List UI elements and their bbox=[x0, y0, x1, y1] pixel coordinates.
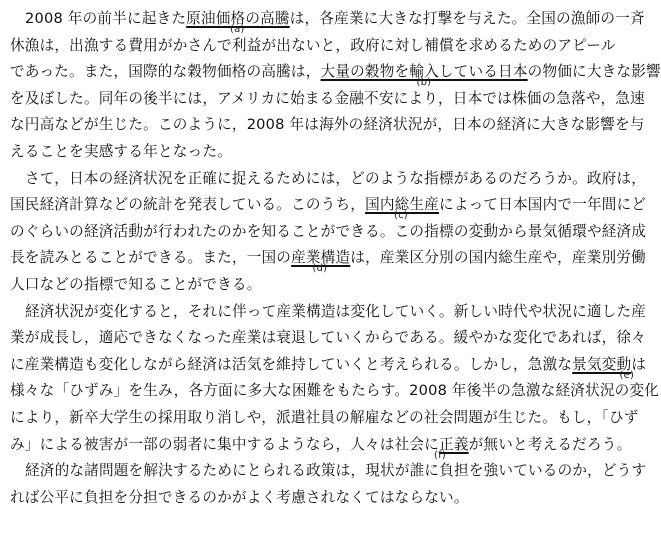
text-line bbox=[10, 378, 660, 405]
text-line bbox=[10, 272, 632, 299]
text-segment: 業が成長し，適応できなくなった産業は衰退していくからである。緩やかな変化であれば，徐々 bbox=[10, 329, 646, 347]
paragraph bbox=[10, 166, 647, 299]
text-line bbox=[10, 245, 646, 275]
text-segment: 様々な「ひずみ」を生み，各方面に多大な困難をもたらす。2008 年後半の急激な経済状況の変化 bbox=[10, 382, 660, 400]
text-line bbox=[10, 166, 647, 193]
text-segment: さて，日本の経済状況を正確に捉えるためには，どのような指標があるのだろうか。政府は， bbox=[25, 169, 647, 187]
text-segment: 経済状況が変化すると，それに伴って産業構造は変化していく。新しい時代や状況に適した産 bbox=[25, 302, 647, 320]
text-segment: のぐらいの経済活動が行われたのかを知ることができる。この指標の変動から景気循環や経済成 bbox=[10, 222, 647, 240]
text-line bbox=[10, 59, 661, 89]
text-line bbox=[10, 6, 645, 35]
text-line bbox=[10, 219, 647, 246]
underlined-term: 景気変動 bbox=[572, 355, 632, 373]
text-line bbox=[10, 432, 632, 459]
text-segment: によって日本国内で一年間にど bbox=[439, 196, 647, 214]
text-line bbox=[10, 192, 647, 222]
text-segment: が無いと考えるだろう。 bbox=[468, 435, 632, 453]
paragraph bbox=[10, 299, 660, 461]
text-segment: を及ぼした。同年の後半には，アメリカに始まる金融不安により，日本では株価の急落や，急速 bbox=[10, 89, 645, 107]
text-segment: であった。また，国際的な穀物価格の高騰は， bbox=[10, 63, 321, 81]
reference-marker: (f) bbox=[434, 449, 446, 461]
text-segment: えることを実感する年となった。 bbox=[10, 142, 232, 160]
reference-marker: (e) bbox=[619, 369, 635, 381]
underlined-term: 産業構造 bbox=[291, 249, 351, 267]
reference-marker: (a) bbox=[230, 24, 245, 35]
underlined-term: 大量の穀物を輸入している日本 bbox=[320, 63, 528, 81]
text-line bbox=[10, 299, 647, 326]
text-segment: 国民経済計算などの統計を発表している。このうち， bbox=[10, 196, 366, 214]
text-line bbox=[10, 33, 632, 60]
text-segment: に産業構造も変化しながら経済は活気を維持していくと考えられる。しかし，急激な bbox=[10, 355, 573, 373]
text-segment: れば公平に負担を分担できるのかがよく考慮されなくてはならない。 bbox=[10, 488, 469, 506]
text-line bbox=[10, 86, 645, 113]
text-segment: は，産業区分別の国内総生産や，産業別労働 bbox=[350, 249, 646, 267]
text-line bbox=[10, 352, 647, 381]
text-line bbox=[10, 325, 646, 352]
text-segment: 2008 年の前半に起きた bbox=[25, 10, 187, 27]
text-segment: 人口などの指標で知ることができる。 bbox=[10, 275, 262, 293]
text-segment: 経済的な諸問題を解決するためにとられる政策は，現状が誰に負担を強いているのか，どうす bbox=[25, 462, 647, 480]
text-line bbox=[10, 405, 639, 432]
paragraph bbox=[10, 6, 661, 166]
text-segment: の物価に大きな影響 bbox=[527, 63, 661, 81]
text-segment: は，各産業に大きな打撃を与えた。全国の漁師の一斉 bbox=[289, 10, 645, 27]
reference-marker: (d) bbox=[312, 263, 328, 275]
text-line bbox=[10, 485, 632, 512]
text-segment: 休漁は，出漁する費用がかさんで利益が出ないと，政府に対し補償を求めるためのアピール bbox=[10, 36, 616, 54]
text-segment: 長を読みとることができる。また，一国の bbox=[10, 249, 292, 267]
underlined-term: 原油価格の高騰 bbox=[186, 10, 290, 27]
reference-marker: (c) bbox=[394, 210, 408, 222]
text-segment: により，新卒大学生の採用取り消しや，派遣社員の解雇などの社会問題が生じた。もし，「ひず bbox=[10, 408, 639, 426]
text-segment: み」による被害が一部の弱者に集中するようなら，人々は社会に bbox=[10, 435, 440, 453]
underlined-term: 正義 bbox=[439, 435, 469, 453]
text-line bbox=[10, 112, 645, 139]
text-line bbox=[10, 139, 632, 166]
underlined-term: 国内総生産 bbox=[365, 196, 440, 214]
text-segment: な円高などが生じた。このように，2008 年は海外の経済状況が，日本の経済に大きな影響を与 bbox=[10, 116, 645, 134]
text-segment: は bbox=[631, 355, 647, 373]
reference-marker: (b) bbox=[416, 77, 432, 89]
text-line bbox=[10, 458, 647, 485]
paragraph bbox=[10, 458, 647, 511]
